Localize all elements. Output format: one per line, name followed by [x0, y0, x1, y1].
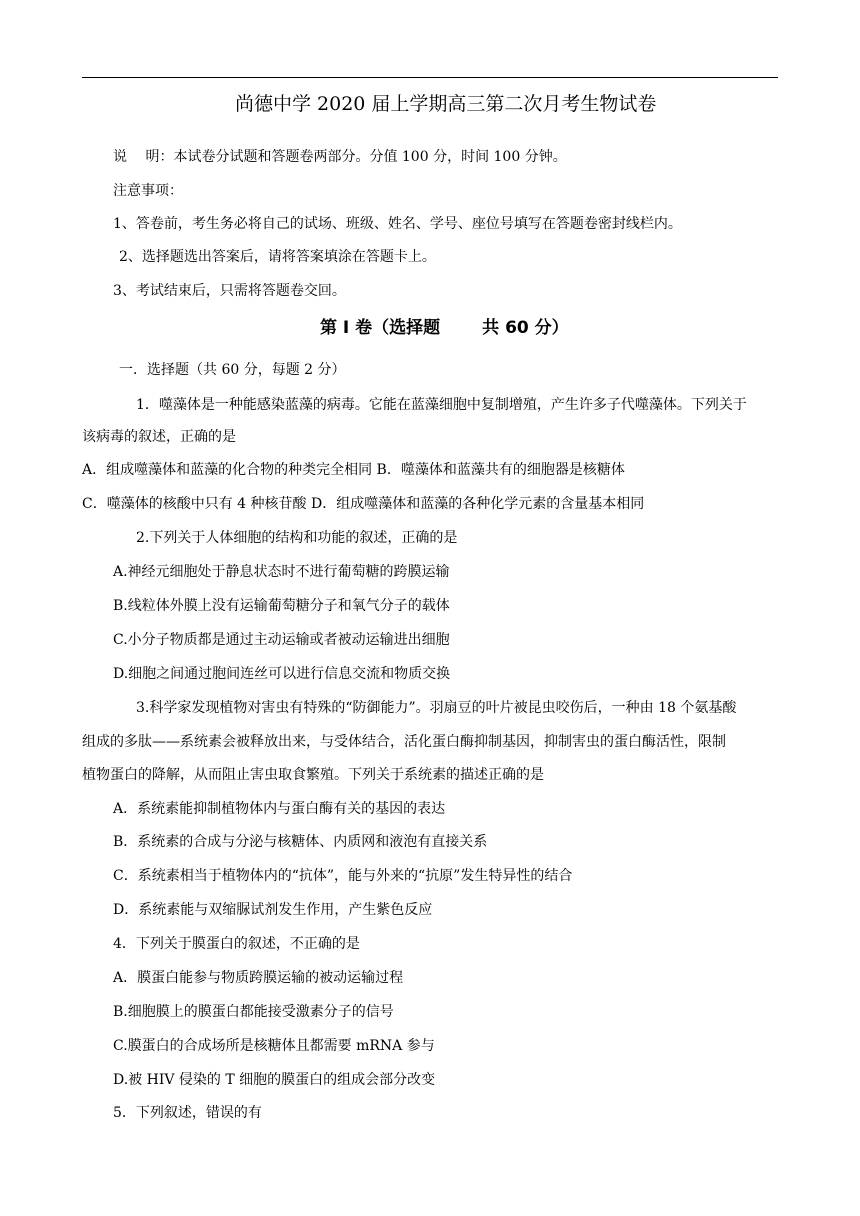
question-option: C．噬藻体的核酸中只有 4 种核苷酸 D．组成噬藻体和蓝藻的各种化学元素的含量基本相同	[82, 496, 645, 512]
question-option: D．系统素能与双缩脲试剂发生作用，产生紫色反应	[113, 902, 433, 918]
question-option: D.细胞之间通过胞间连丝可以进行信息交流和物质交换	[113, 666, 451, 682]
question-stem: 植物蛋白的降解，从而阻止害虫取食繁殖。下列关于系统素的描述正确的是	[82, 767, 544, 783]
section-title-left: 第 I 卷（选择题	[320, 318, 441, 338]
exam-note	[113, 147, 567, 167]
question-option: B.细胞膜上的膜蛋白都能接受激素分子的信号	[113, 1004, 394, 1020]
exam-title: 尚德中学 2020 届上学期高三第二次月考生物试卷	[235, 93, 657, 115]
notice-item: 3、考试结束后，只需将答题卷交回。	[113, 283, 346, 299]
question-option: B．系统素的合成与分泌与核糖体、内质网和液泡有直接关系	[113, 834, 488, 850]
question-stem: 组成的多肽——系统素会被释放出来，与受体结合，活化蛋白酶抑制基因，抑制害虫的蛋白酶活性，限制	[82, 734, 726, 750]
notice-item: 2、选择题选出答案后，请将答案填涂在答题卡上。	[119, 249, 436, 265]
exam-note-text: 本试卷分试题和答题卷两部分。分值 100 分，时间 100 分钟。	[173, 149, 567, 165]
exam-note-label: 说 明：	[113, 149, 174, 165]
section-title-right: 共 60 分）	[482, 318, 569, 338]
question-option: C．系统素相当于植物体内的“抗体”，能与外来的“抗原”发生特异性的结合	[113, 868, 573, 884]
question-option: A.神经元细胞处于静息状态时不进行葡萄糖的跨膜运输	[113, 564, 450, 580]
question-option: B.线粒体外膜上没有运输葡萄糖分子和氧气分子的载体	[113, 598, 450, 614]
notice-heading: 注意事项：	[113, 183, 183, 199]
notice-item: 1、答卷前，考生务必将自己的试场、班级、姓名、学号、座位号填写在答题卷密封线栏内。	[113, 216, 682, 232]
question-stem: 该病毒的叙述，正确的是	[82, 429, 236, 445]
header-rule	[82, 77, 778, 78]
question-option: C.膜蛋白的合成场所是核糖体且都需要 mRNA 参与	[113, 1038, 435, 1054]
question-option: A．膜蛋白能参与物质跨膜运输的被动运输过程	[113, 970, 404, 986]
section-title	[320, 316, 569, 340]
question-option: A．系统素能抑制植物体内与蛋白酶有关的基因的表达	[113, 801, 446, 817]
question-stem: 5．下列叙述，错误的有	[113, 1105, 262, 1121]
section-subheading: 一．选择题（共 60 分，每题 2 分）	[119, 362, 346, 378]
question-stem: 3.科学家发现植物对害虫有特殊的“防御能力”。羽扇豆的叶片被昆虫咬伤后，一种由 18 个氨基酸	[136, 700, 737, 716]
question-option: C.小分子物质都是通过主动运输或者被动运输进出细胞	[113, 632, 450, 648]
question-stem: 4．下列关于膜蛋白的叙述，不正确的是	[113, 936, 360, 952]
question-stem: 1．噬藻体是一种能感染蓝藻的病毒。它能在蓝藻细胞中复制增殖，产生许多子代噬藻体。下列关于	[136, 397, 747, 413]
question-option: D.被 HIV 侵染的 T 细胞的膜蛋白的组成会部分改变	[113, 1072, 436, 1088]
question-option: A．组成噬藻体和蓝藻的化合物的种类完全相同 B．噬藻体和蓝藻共有的细胞器是核糖体	[82, 462, 625, 478]
question-stem: 2.下列关于人体细胞的结构和功能的叙述，正确的是	[136, 530, 458, 546]
